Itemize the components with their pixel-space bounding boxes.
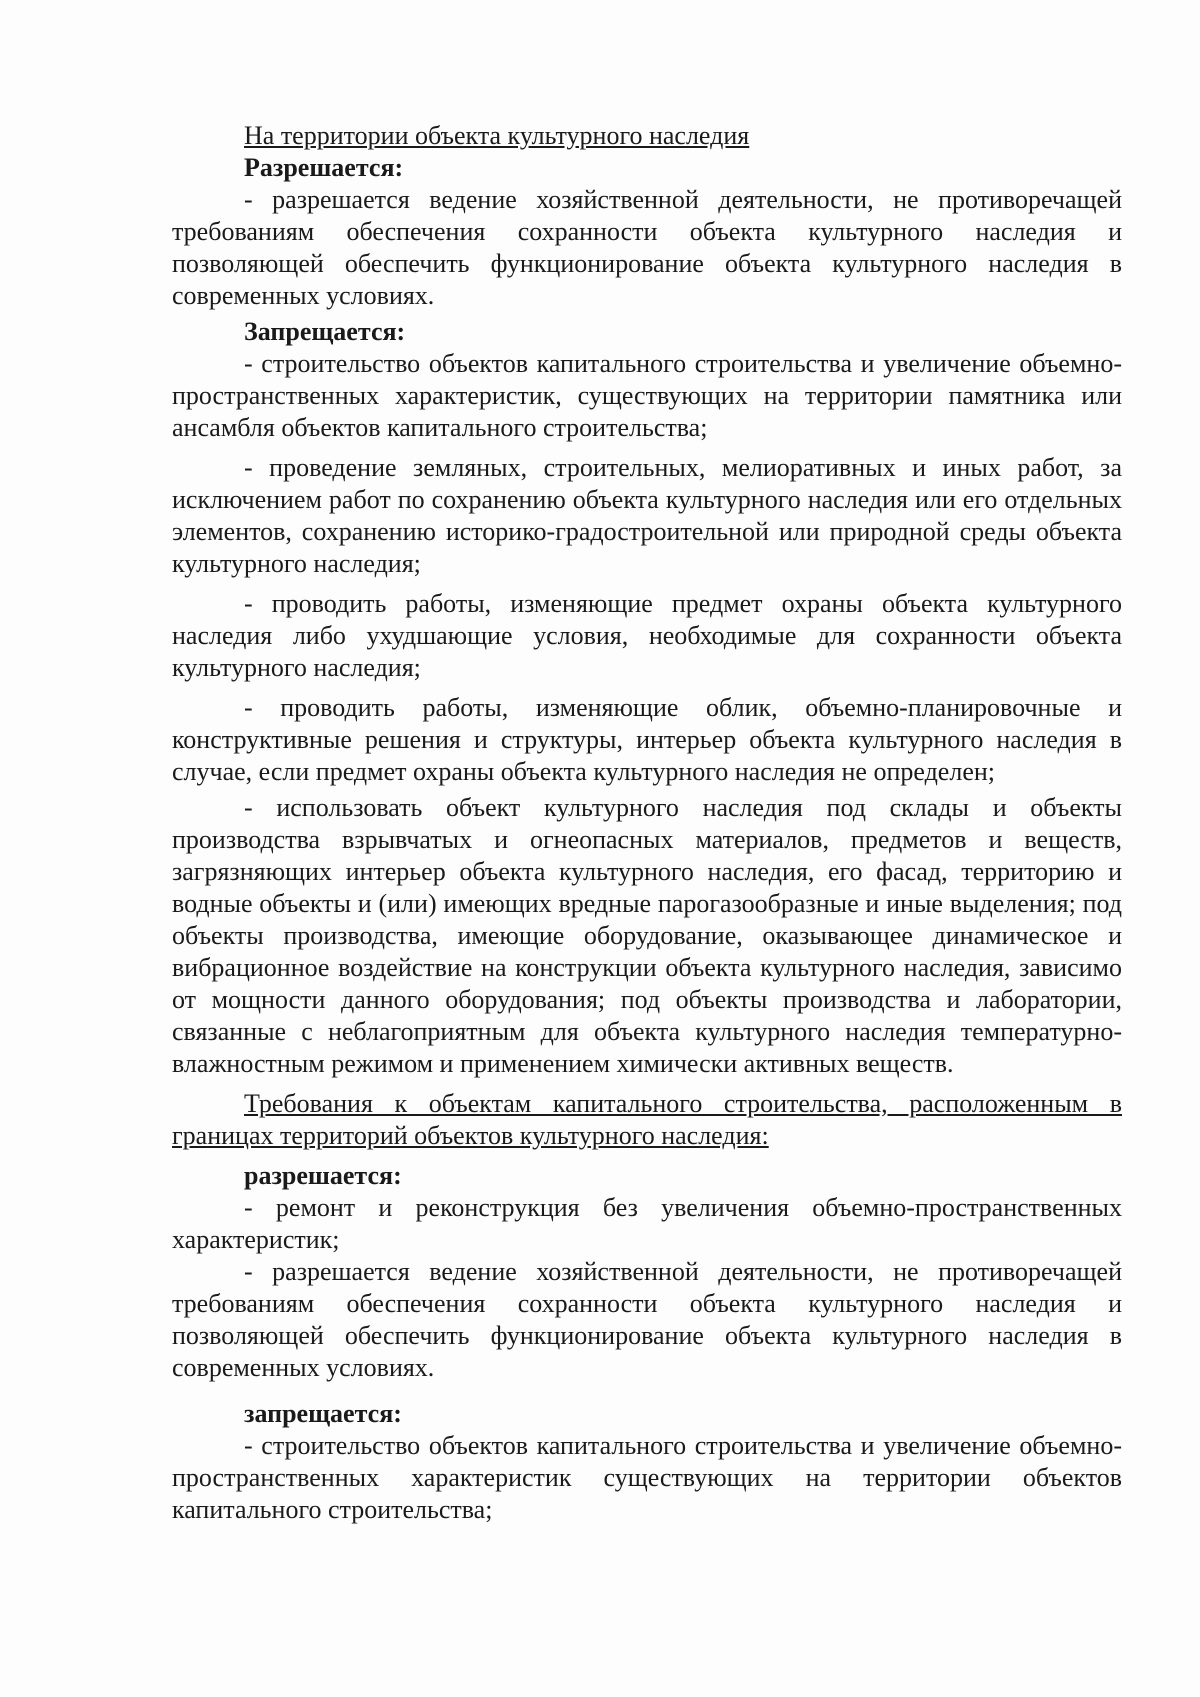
requirements-heading: Требования к объектам капитального строительства, расположенным в границах территорий объектов культурного наследия: [172,1089,1122,1150]
territory-forbidden-item: - проведение земляных, строительных, мелиоративных и иных работ, за исключением работ по сохранению объекта культурного наследия или его отдельных элементов, сохранению историко-градостроительной или природной среды объекта культурного наследия; [172,453,1122,578]
territory-heading: На территории объекта культурного наследия [244,121,750,150]
requirements-allowed-item: - разрешается ведение хозяйственной деятельности, не противоречащей требованиям обеспечения сохранности объекта культурного наследия и позволяющей обеспечить функционирование объекта культурного наследия в современных условиях. [172,1257,1122,1382]
requirements-forbidden-heading: запрещается: [244,1399,402,1428]
territory-allowed-item: - разрешается ведение хозяйственной деятельности, не противоречащей требованиям обеспечения сохранности объекта культурного наследия и позволяющей обеспечить функционирование объекта культурного наследия в современных условиях. [172,185,1122,310]
territory-forbidden-item: - строительство объектов капитального строительства и увеличение объемно-пространственных характеристик, существующих на территории памятника или ансамбля объектов капитального строительства; [172,349,1122,442]
territory-forbidden-item: - проводить работы, изменяющие облик, объемно-планировочные и конструктивные решения и структуры, интерьер объекта культурного наследия в случае, если предмет охраны объекта культурного наследия не определен; [172,693,1122,786]
requirements-allowed-item: - ремонт и реконструкция без увеличения объемно-пространственных характеристик; [172,1193,1122,1254]
requirements-forbidden-item: - строительство объектов капитального строительства и увеличение объемно-пространственных характеристик существующих на территории объектов капитального строительства; [172,1431,1122,1524]
requirements-allowed-heading: разрешается: [244,1161,402,1190]
document-body [172,120,1122,1526]
territory-allowed-heading: Разрешается: [244,153,404,182]
territory-forbidden-heading: Запрещается: [244,317,406,346]
territory-forbidden-item: - использовать объект культурного наследия под склады и объекты производства взрывчатых и огнеопасных материалов, предметов и веществ, загрязняющих интерьер объекта культурного наследия, его фасад, территорию и водные объекты и (или) имеющих вредные парогазообразные и иные выделения; под объекты производства, имеющие оборудование, оказывающее динамическое и вибрационное воздействие на конструкции объекта культурного наследия, зависимо от мощности данного оборудования; под объекты производства и лаборатории, связанные с неблагоприятным для объекта культурного наследия температурно-влажностным режимом и применением химически активных веществ. [172,793,1122,1078]
territory-forbidden-item: - проводить работы, изменяющие предмет охраны объекта культурного наследия либо ухудшающие условия, необходимые для сохранности объекта культурного наследия; [172,589,1122,682]
